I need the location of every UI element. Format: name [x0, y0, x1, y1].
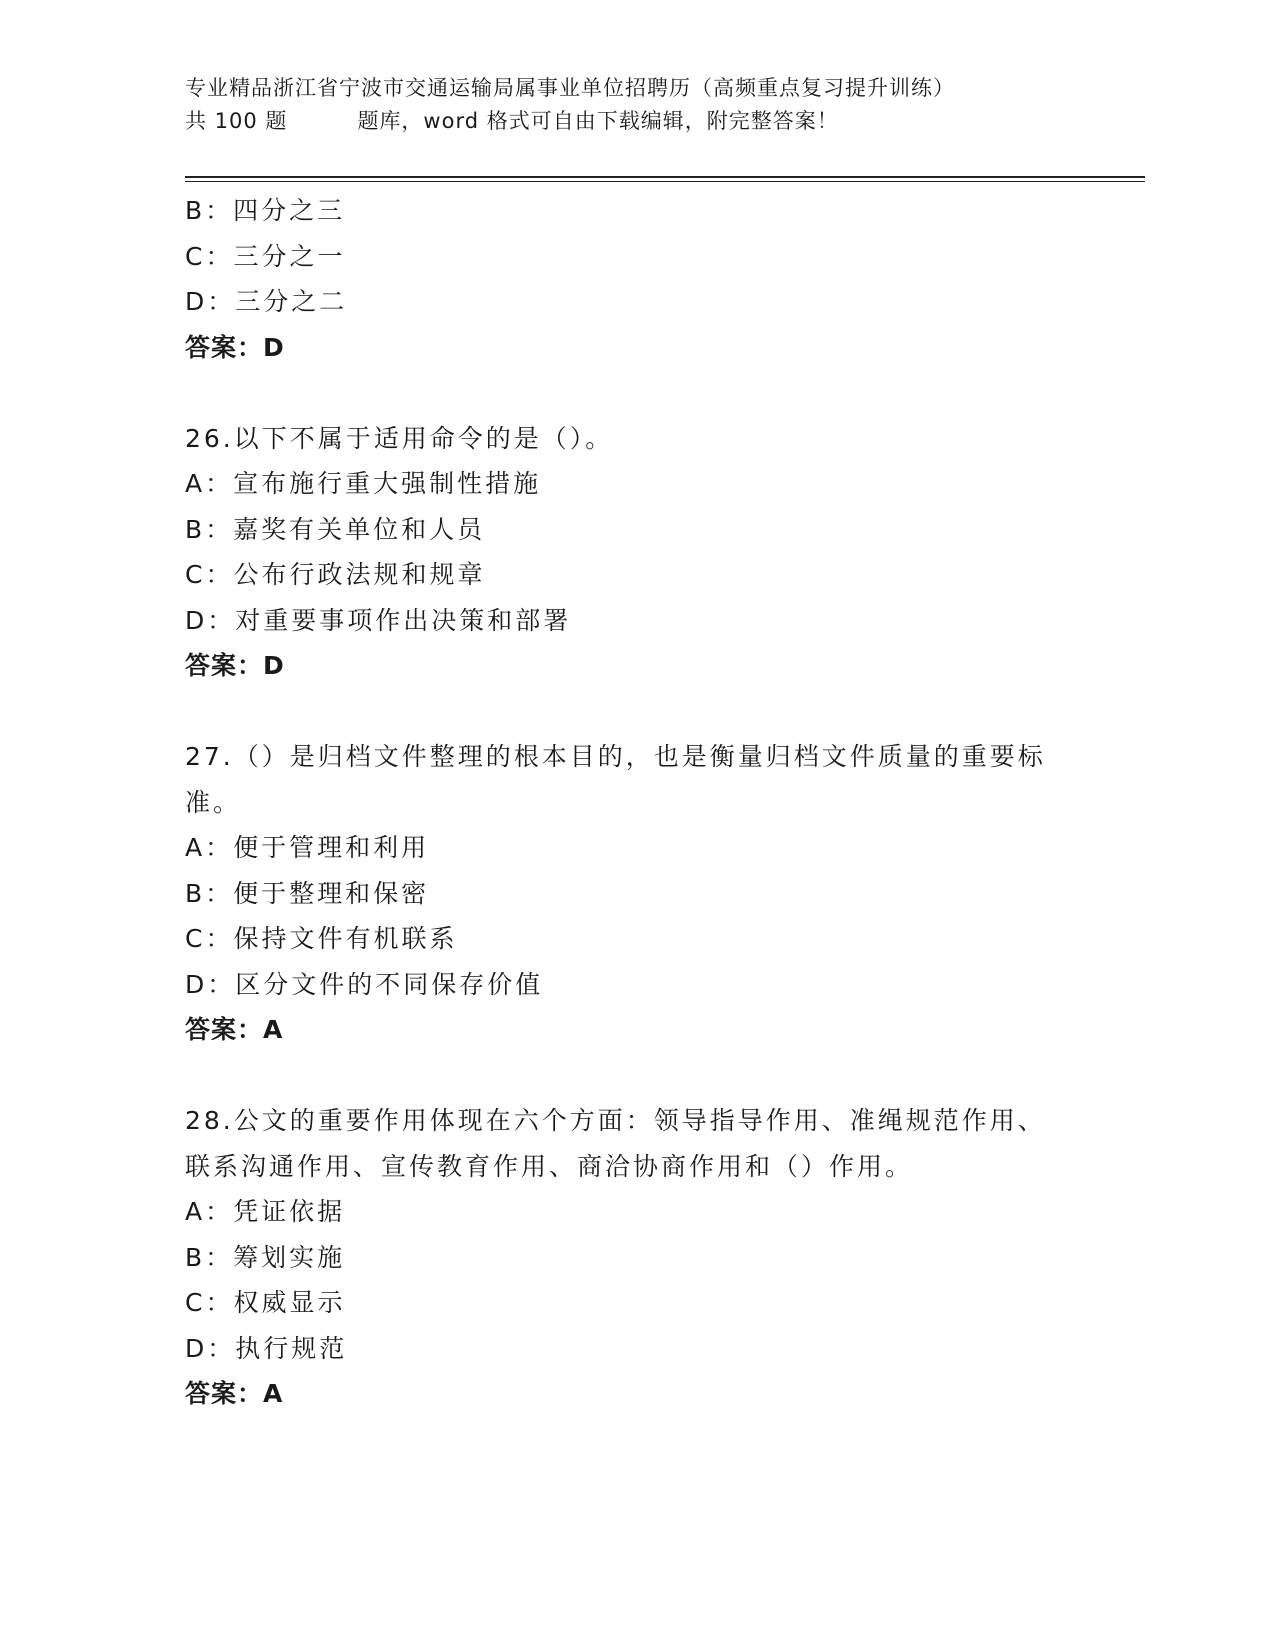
- answer-line: 答案：D: [185, 651, 285, 680]
- option-d: D：三分之二: [185, 287, 348, 316]
- header-count: 共 100 题: [185, 109, 288, 133]
- option-c: C：权威显示: [185, 1288, 346, 1317]
- header-rule-thick: [185, 176, 1145, 178]
- question-block-27: [185, 734, 1085, 1053]
- question-block-28: [185, 1098, 1085, 1417]
- option-a: A：宣布施行重大强制性措施: [185, 469, 542, 498]
- header-subtitle: [185, 105, 1085, 138]
- header-rule-thin: [185, 181, 1145, 182]
- page-header: [185, 72, 1085, 138]
- question-text: 26.以下不属于适用命令的是（）。: [185, 423, 614, 453]
- answer-line: 答案：D: [185, 332, 285, 362]
- option-d: D：区分文件的不同保存价值: [185, 969, 544, 999]
- question-block-prev: [185, 188, 1085, 370]
- question-list: [185, 188, 1085, 1417]
- answer-line: 答案：A: [185, 1015, 284, 1044]
- question-block-26: [185, 416, 1085, 689]
- option-a: A：便于管理和利用: [185, 833, 430, 862]
- option-d: D：执行规范: [185, 1333, 348, 1363]
- answer-line: 答案：A: [185, 1379, 284, 1408]
- option-b: B：便于整理和保密: [185, 878, 430, 908]
- option-b: B：四分之三: [185, 196, 346, 225]
- header-title: 专业精品浙江省宁波市交通运输局属事业单位招聘历（高频重点复习提升训练）: [185, 76, 955, 100]
- option-c: C：公布行政法规和规章: [185, 560, 486, 589]
- option-c: C：三分之一: [185, 241, 346, 271]
- option-b: B：筹划实施: [185, 1242, 346, 1272]
- header-note: 题库，word 格式可自由下载编辑，附完整答案！: [357, 109, 839, 133]
- option-c: C：保持文件有机联系: [185, 924, 458, 953]
- question-text: 27.（）是归档文件整理的根本目的，也是衡量归档文件质量的重要标准。: [185, 742, 1046, 817]
- question-text: 28.公文的重要作用体现在六个方面：领导指导作用、准绳规范作用、联系沟通作用、宣传教育作用、商洽协商作用和（）作用。: [185, 1106, 1046, 1181]
- option-b: B：嘉奖有关单位和人员: [185, 514, 486, 544]
- option-d: D：对重要事项作出决策和部署: [185, 605, 572, 635]
- option-a: A：凭证依据: [185, 1197, 346, 1226]
